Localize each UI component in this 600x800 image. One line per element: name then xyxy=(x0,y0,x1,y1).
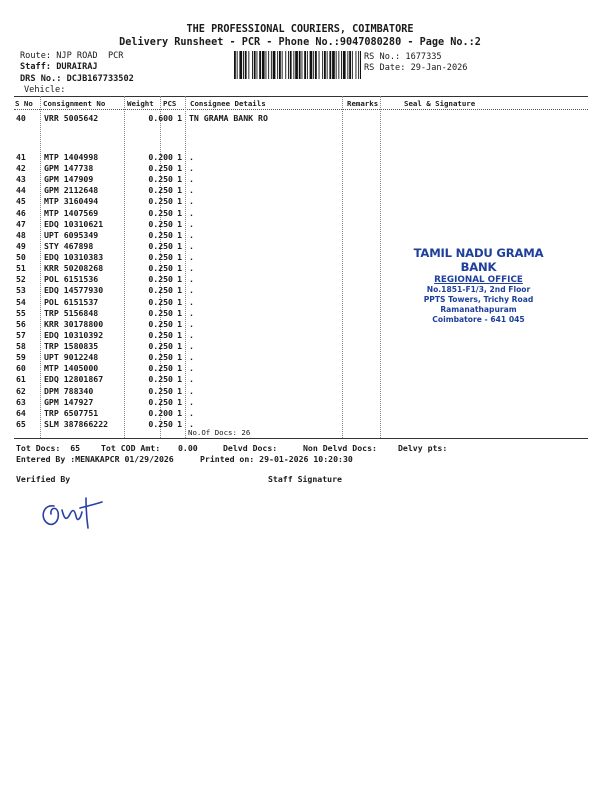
bank-stamp xyxy=(396,246,561,325)
column-header-consignment: Consignment No xyxy=(43,99,106,108)
row-details: . xyxy=(189,407,194,418)
row-sno: 52 xyxy=(16,274,26,285)
row-weight: 0.250 xyxy=(148,296,173,307)
row-weight: 0.250 xyxy=(148,385,173,396)
row-pcs: 1 xyxy=(177,274,182,285)
row-pcs: 1 xyxy=(177,196,182,207)
row-sno: 41 xyxy=(16,152,26,162)
row-sno: 55 xyxy=(16,307,26,318)
row-weight: 0.250 xyxy=(148,363,173,374)
row-pcs: 1 xyxy=(177,218,182,229)
row-weight: 0.200 xyxy=(148,152,173,162)
column-header-details: Consignee Details xyxy=(190,99,266,108)
row-weight: 0.250 xyxy=(148,318,173,329)
row-weight: 0.250 xyxy=(148,252,173,263)
row-details: . xyxy=(189,263,194,274)
row-weight: 0.250 xyxy=(148,329,173,340)
column-divider xyxy=(380,96,381,438)
company-title: THE PROFESSIONAL COURIERS, COIMBATORE xyxy=(186,24,414,35)
printed-on: Printed on: 29-01-2026 10:20:30 xyxy=(200,454,353,464)
column-header-seal: Seal & Signature xyxy=(404,99,476,108)
row-details: . xyxy=(189,296,194,307)
row-consignment: EDQ 10310392 xyxy=(44,329,104,340)
row-sno: 53 xyxy=(16,285,26,296)
row-weight: 0.250 xyxy=(148,163,173,174)
delivered-docs: Delvd Docs: xyxy=(223,443,278,453)
row-sno: 51 xyxy=(16,263,26,274)
stamp-line: Ramanathapuram xyxy=(440,305,517,314)
row-details: . xyxy=(189,285,194,296)
row-weight: 0.250 xyxy=(148,374,173,385)
row-consignment: MTP 3160494 xyxy=(44,196,99,207)
staff-label: Staff: DURAIRAJ xyxy=(20,62,98,72)
row-pcs: 1 xyxy=(177,152,182,162)
row-pcs: 1 xyxy=(177,207,182,218)
row-details: . xyxy=(189,318,194,329)
stamp-line: TAMIL NADU GRAMA BANK xyxy=(413,246,544,274)
column-header-sno: S No xyxy=(15,99,33,108)
row-pcs: 1 xyxy=(177,341,182,352)
row-sno: 59 xyxy=(16,352,26,363)
row-details: . xyxy=(189,352,194,363)
row-details: . xyxy=(189,218,194,229)
row-details: TN GRAMA BANK RO xyxy=(189,113,268,123)
table-bottom-rule xyxy=(14,438,588,439)
row-details: . xyxy=(189,396,194,407)
row-pcs: 1 xyxy=(177,185,182,196)
row-details: . xyxy=(189,341,194,352)
column-header-remarks: Remarks xyxy=(347,99,379,108)
row-consignment: UPT 6095349 xyxy=(44,229,99,240)
row-consignment: MTP 1404998 xyxy=(44,152,99,162)
row-weight: 0.250 xyxy=(148,285,173,296)
row-weight: 0.250 xyxy=(148,352,173,363)
row-sno: 58 xyxy=(16,341,26,352)
runsheet-subtitle: Delivery Runsheet - PCR - Phone No.:9047080280 - Page No.:2 xyxy=(119,37,481,48)
row-details: . xyxy=(189,329,194,340)
row-pcs: 1 xyxy=(177,263,182,274)
row-sno: 61 xyxy=(16,374,26,385)
non-delivered-docs: Non Delvd Docs: xyxy=(303,443,377,453)
row-weight: 0.250 xyxy=(148,229,173,240)
row-consignment: EDQ 12801867 xyxy=(44,374,104,385)
column-divider xyxy=(40,96,41,438)
row-sno: 49 xyxy=(16,240,26,251)
row-sno: 46 xyxy=(16,207,26,218)
stamp-line: REGIONAL OFFICE xyxy=(434,275,523,285)
row-details: . xyxy=(189,418,194,429)
table-top-rule xyxy=(14,96,588,97)
row-pcs: 1 xyxy=(177,113,182,123)
delivery-points: Delvy pts: xyxy=(398,443,448,453)
row-sno: 50 xyxy=(16,252,26,263)
route-label: Route: NJP ROAD PCR xyxy=(20,51,124,61)
entered-by: Entered By :MENAKAPCR 01/29/2026 xyxy=(16,454,174,464)
row-weight: 0.250 xyxy=(148,240,173,251)
row-weight: 0.250 xyxy=(148,218,173,229)
row-details: . xyxy=(189,307,194,318)
row-weight: 0.250 xyxy=(148,207,173,218)
row-sno: 56 xyxy=(16,318,26,329)
row-sno: 42 xyxy=(16,163,26,174)
row-details: . xyxy=(189,385,194,396)
row-consignment: POL 6151537 xyxy=(44,296,99,307)
row-consignment: TRP 5156848 xyxy=(44,307,99,318)
row-details: . xyxy=(189,374,194,385)
row-consignment: POL 6151536 xyxy=(44,274,99,285)
row-consignment: GPM 147909 xyxy=(44,174,94,185)
row-consignment: TRP 1580835 xyxy=(44,341,99,352)
row-consignment: MTP 1405000 xyxy=(44,363,99,374)
column-header-weight: Weight xyxy=(127,99,154,108)
row-details: . xyxy=(189,174,194,185)
rs-number: RS No.: 1677335 xyxy=(364,52,442,62)
row-consignment: EDQ 10310383 xyxy=(44,252,104,263)
row-consignment: EDQ 10310621 xyxy=(44,218,104,229)
verified-by-label: Verified By xyxy=(16,474,71,484)
row-weight: 0.250 xyxy=(148,341,173,352)
row-details: . xyxy=(189,163,194,174)
row-sno: 62 xyxy=(16,385,26,396)
row-pcs: 1 xyxy=(177,285,182,296)
row-weight: 0.600 xyxy=(148,113,173,123)
row-sno: 48 xyxy=(16,229,26,240)
row-details: . xyxy=(189,207,194,218)
row-pcs: 1 xyxy=(177,407,182,418)
row-sno: 45 xyxy=(16,196,26,207)
row-weight: 0.200 xyxy=(148,407,173,418)
row-details: . xyxy=(189,152,194,162)
stamp-line: Coimbatore - 641 045 xyxy=(432,315,525,324)
row-details: . xyxy=(189,240,194,251)
total-docs: Tot Docs: 65 xyxy=(16,443,81,453)
row-pcs: 1 xyxy=(177,163,182,174)
row-consignment: STY 467898 xyxy=(44,240,94,251)
rs-date: RS Date: 29-Jan-2026 xyxy=(364,63,468,73)
row-pcs: 1 xyxy=(177,240,182,251)
row-details: . xyxy=(189,363,194,374)
row-sno: 64 xyxy=(16,407,26,418)
row-consignment: GPM 147927 xyxy=(44,396,94,407)
barcode-icon xyxy=(234,51,361,79)
stamp-line: PPTS Towers, Trichy Road xyxy=(423,295,534,304)
row-weight: 0.250 xyxy=(148,418,173,429)
row-consignment: EDQ 14577930 xyxy=(44,285,104,296)
row-pcs: 1 xyxy=(177,396,182,407)
row-consignment: UPT 9012248 xyxy=(44,352,99,363)
row-weight: 0.250 xyxy=(148,196,173,207)
row-consignment: KRR 30178800 xyxy=(44,318,104,329)
row-pcs: 1 xyxy=(177,418,182,429)
row-weight: 0.250 xyxy=(148,185,173,196)
row-consignment: MTP 1407569 xyxy=(44,207,99,218)
row-sno: 43 xyxy=(16,174,26,185)
row-pcs: 1 xyxy=(177,252,182,263)
row-weight: 0.250 xyxy=(148,174,173,185)
total-cod-value: 0.00 xyxy=(178,443,198,453)
row-pcs: 1 xyxy=(177,329,182,340)
row-sno: 47 xyxy=(16,218,26,229)
row-consignment: GPM 147738 xyxy=(44,163,94,174)
row-details: . xyxy=(189,252,194,263)
row-details: . xyxy=(189,196,194,207)
row-consignment: KRR 50208268 xyxy=(44,263,104,274)
row-pcs: 1 xyxy=(177,229,182,240)
total-cod-label: Tot COD Amt: xyxy=(101,443,161,453)
row-consignment: SLM 387866222 xyxy=(44,418,109,429)
row-details: . xyxy=(189,229,194,240)
row-pcs: 1 xyxy=(177,374,182,385)
row-sno: 40 xyxy=(16,113,26,123)
column-divider xyxy=(185,96,186,438)
row-details: . xyxy=(189,274,194,285)
row-sno: 60 xyxy=(16,363,26,374)
column-divider xyxy=(342,96,343,438)
row-consignment: TRP 6507751 xyxy=(44,407,99,418)
drs-number: DRS No.: DCJB167733502 xyxy=(20,74,134,84)
row-consignment: VRR 5005642 xyxy=(44,113,99,123)
row-weight: 0.250 xyxy=(148,263,173,274)
row-sno: 65 xyxy=(16,418,26,429)
row-details: . xyxy=(189,185,194,196)
row-consignment: DPM 788340 xyxy=(44,385,94,396)
no-of-docs: No.Of Docs: 26 xyxy=(188,428,251,437)
signature-icon xyxy=(36,492,108,532)
row-sno: 44 xyxy=(16,185,26,196)
staff-signature-label: Staff Signature xyxy=(268,474,342,484)
stamp-line: No.1851-F1/3, 2nd Floor xyxy=(426,285,531,294)
column-divider xyxy=(124,96,125,438)
row-pcs: 1 xyxy=(177,352,182,363)
row-weight: 0.250 xyxy=(148,274,173,285)
row-pcs: 1 xyxy=(177,296,182,307)
row-sno: 63 xyxy=(16,396,26,407)
row-weight: 0.250 xyxy=(148,307,173,318)
row-pcs: 1 xyxy=(177,174,182,185)
row-sno: 54 xyxy=(16,296,26,307)
row-weight: 0.250 xyxy=(148,396,173,407)
column-header-pcs: PCS xyxy=(163,99,177,108)
row-pcs: 1 xyxy=(177,363,182,374)
header-bottom-rule xyxy=(14,109,588,110)
row-sno: 57 xyxy=(16,329,26,340)
row-pcs: 1 xyxy=(177,307,182,318)
vehicle-label: Vehicle: xyxy=(24,85,66,95)
row-pcs: 1 xyxy=(177,385,182,396)
row-pcs: 1 xyxy=(177,318,182,329)
row-consignment: GPM 2112648 xyxy=(44,185,99,196)
